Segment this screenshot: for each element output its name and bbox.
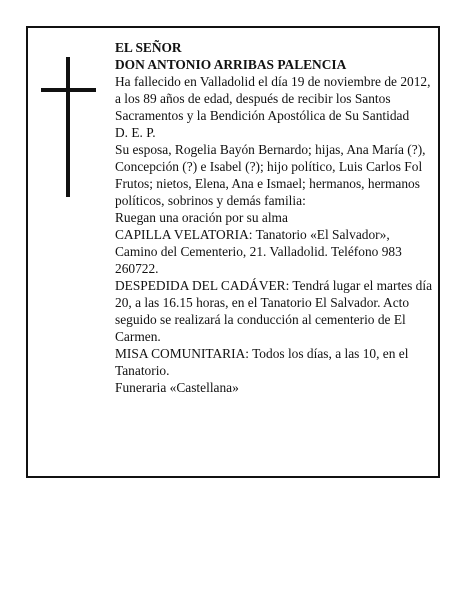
notice-title: EL SEÑOR xyxy=(115,40,182,55)
notice-text xyxy=(115,39,433,396)
deceased-name: DON ANTONIO ARRIBAS PALENCIA xyxy=(115,57,347,72)
cross-horizontal-bar xyxy=(41,88,96,92)
family-list: Su esposa, Rogelia Bayón Bernardo; hijas, Ana María (?), Concepción (?) e Isabel (?); hijo político, Luis Carlos Fol Frutos; nietos, Elena, Ana e Ismael; hermanos, hermanos políticos, sobrinos y demás familia: xyxy=(115,142,426,208)
funeral-home: Funeraria «Castellana» xyxy=(115,380,239,395)
prayer-request: Ruegan una oración por su alma xyxy=(115,210,288,225)
obituary-notice xyxy=(26,26,440,478)
mass-info: MISA COMUNITARIA: Todos los días, a las 10, en el Tanatorio. xyxy=(115,346,409,378)
rip-abbreviation: D. E. P. xyxy=(115,125,156,140)
cross-vertical-bar xyxy=(66,57,70,197)
farewell-info: DESPEDIDA DEL CADÁVER: Tendrá lugar el martes día 20, a las 16.15 horas, en el Tanatorio El Salvador. Acto seguido se realizará la conducción al cementerio de El Carmen. xyxy=(115,278,433,344)
wake-chapel-info: CAPILLA VELATORIA: Tanatorio «El Salvador», Camino del Cementerio, 21. Valladolid. Teléfono 983 260722. xyxy=(115,227,402,276)
death-announcement: Ha fallecido en Valladolid el día 19 de noviembre de 2012, a los 89 años de edad, después de recibir los Santos Sacramentos y la Bendición Apostólica de Su Santidad xyxy=(115,74,431,123)
